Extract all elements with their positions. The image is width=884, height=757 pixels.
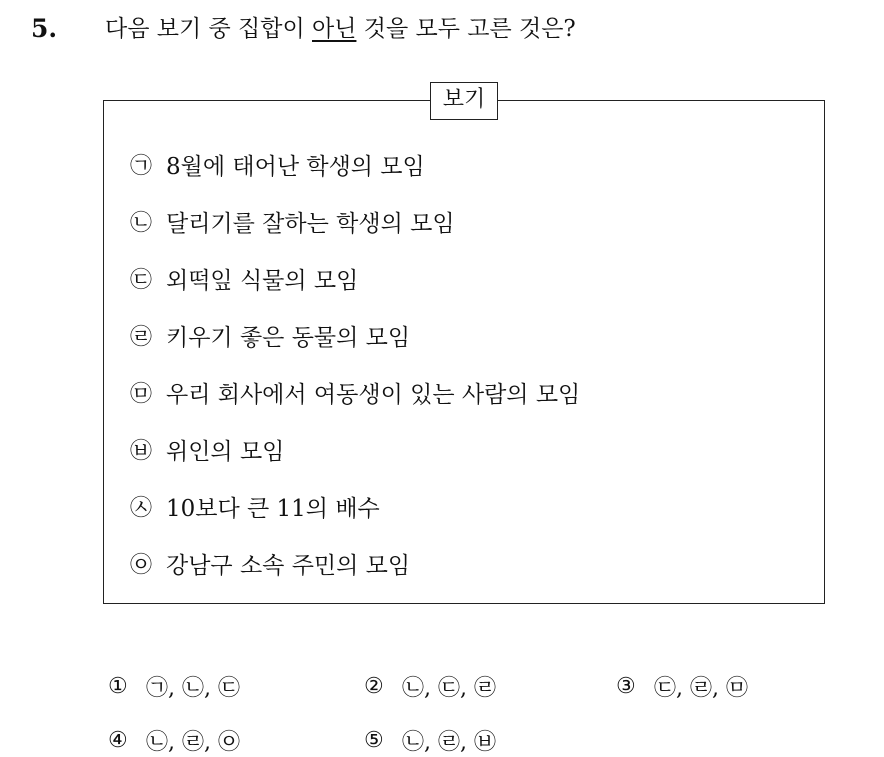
- answer-choice-4[interactable]: [108, 723, 240, 757]
- example-item: [130, 489, 380, 523]
- item-marker: ㉤: [130, 381, 153, 407]
- choice-number: ⑤: [364, 727, 384, 753]
- question-text-before: 다음 보기 중 집합이: [105, 16, 312, 42]
- choice-text: ㉡, ㉢, ㉣: [402, 675, 496, 701]
- choice-text: ㉠, ㉡, ㉢: [146, 675, 240, 701]
- item-marker: ㉠: [130, 153, 153, 179]
- question-text-underlined: 아닌: [312, 16, 357, 42]
- example-item: [130, 204, 455, 238]
- choice-number: ②: [364, 673, 384, 699]
- question-text-after: 것을 모두 고른 것은?: [356, 16, 576, 42]
- item-text: 우리 회사에서 여동생이 있는 사람의 모임: [166, 381, 581, 408]
- example-item: [130, 147, 425, 181]
- choice-number: ④: [108, 727, 128, 753]
- item-marker: ㉡: [130, 210, 153, 236]
- answer-choice-3[interactable]: [616, 669, 748, 703]
- choice-text: ㉡, ㉣, ㉧: [146, 729, 240, 755]
- answer-choice-1[interactable]: [108, 669, 240, 703]
- example-item: [130, 546, 410, 580]
- item-text: 8월에 태어난 학생의 모임: [166, 153, 425, 180]
- answer-choice-5[interactable]: [364, 723, 496, 757]
- example-item: [130, 432, 284, 466]
- question-text: [105, 12, 576, 46]
- example-item: [130, 318, 410, 352]
- item-marker: ㉧: [130, 552, 153, 578]
- item-text: 위인의 모임: [166, 438, 285, 465]
- item-text: 키우기 좋은 동물의 모임: [166, 324, 411, 351]
- answer-choice-2[interactable]: [364, 669, 496, 703]
- item-marker: ㉣: [130, 324, 153, 350]
- item-text: 달리기를 잘하는 학생의 모임: [166, 210, 455, 237]
- choice-number: ①: [108, 673, 128, 699]
- example-box-title: 보기: [430, 82, 498, 120]
- example-item: [130, 261, 358, 295]
- item-marker: ㉦: [130, 495, 153, 521]
- item-text: 10보다 큰 11의 배수: [166, 495, 380, 522]
- choice-text: ㉡, ㉣, ㉥: [402, 729, 496, 755]
- item-text: 외떡잎 식물의 모임: [166, 267, 359, 294]
- example-item: [130, 375, 580, 409]
- choice-number: ③: [616, 673, 636, 699]
- item-marker: ㉥: [130, 438, 153, 464]
- choice-text: ㉢, ㉣, ㉤: [654, 675, 748, 701]
- item-text: 강남구 소속 주민의 모임: [166, 552, 411, 579]
- item-marker: ㉢: [130, 267, 153, 293]
- question-number: 5.: [31, 14, 58, 43]
